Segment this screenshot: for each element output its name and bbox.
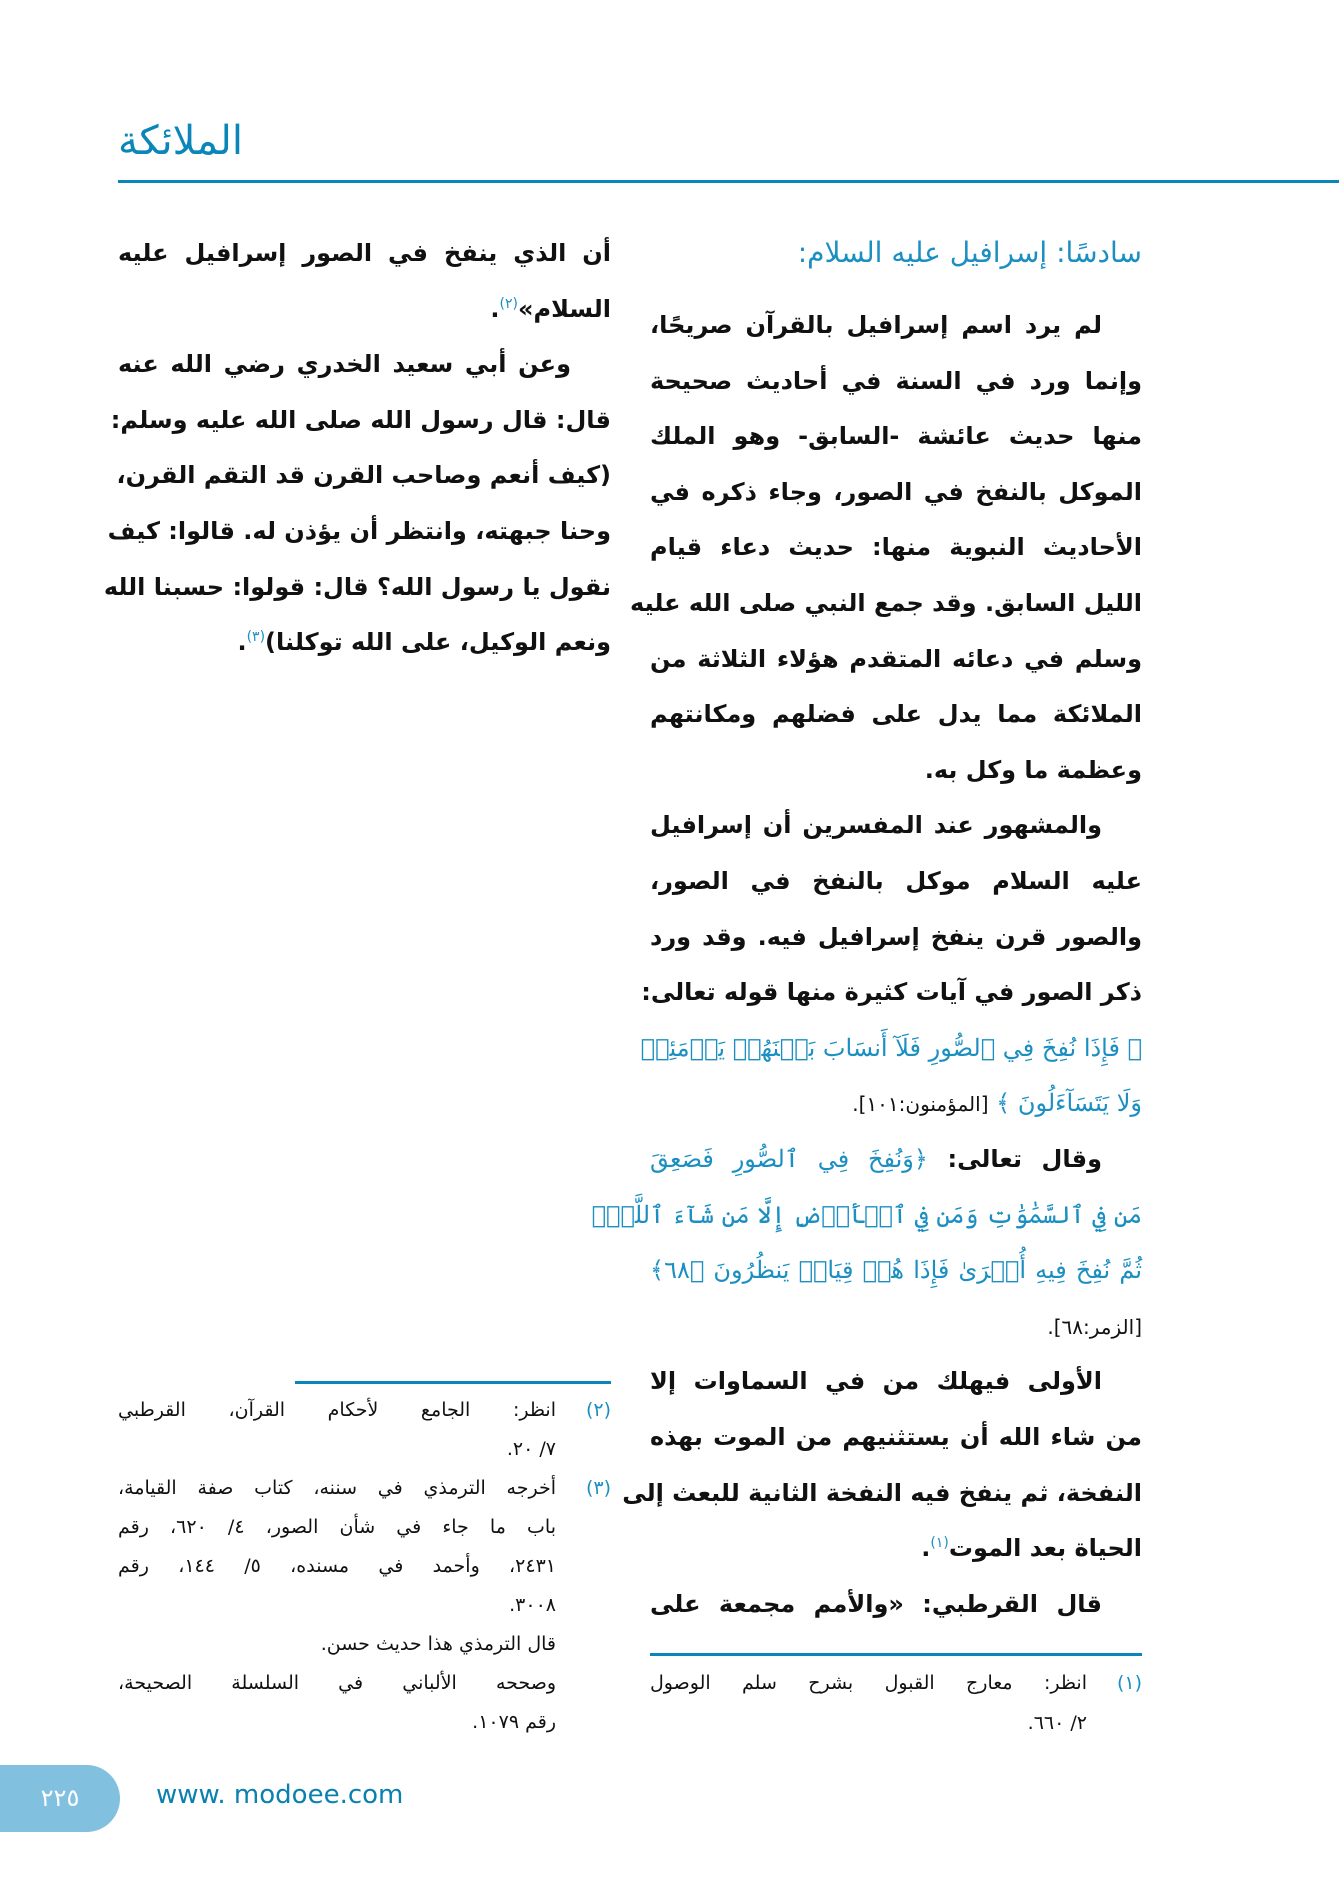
quran-verse: ثُمَّ نُفِخَ فِيهِ أُخۡرَىٰ فَإِذَا هُمۡ قِيَامٞ يَنظُرُونَ ﴿٦٨﴾: [650, 1256, 1142, 1285]
text-line: [118, 614, 611, 670]
page-number-badge: ٢٢٥: [0, 1765, 120, 1832]
footnote-line: انظر: الجامع لأحكام القرآن، القرطبي: [118, 1399, 556, 1421]
text-segment: أن الذي ينفخ في الصور إسرافيل عليه: [118, 239, 611, 267]
footnote-line: وصححه الألباني في السلسلة الصحيحة،: [118, 1672, 556, 1694]
text-line: [107, 503, 611, 559]
left-column: [103, 0, 611, 1733]
text-line: [118, 281, 611, 337]
text-line: [591, 1187, 1142, 1243]
text-line: [650, 464, 1142, 520]
text-segment: .: [921, 1534, 931, 1563]
text-line: [650, 519, 1142, 575]
text-line: [622, 1465, 1142, 1521]
text-segment: منها حديث عائشة -السابق- وهو الملك: [650, 422, 1142, 451]
text-line: [650, 408, 1142, 464]
text-segment: ذكر الصور في آيات كثيرة منها قوله تعالى:: [641, 978, 1142, 1007]
text-segment: الليل السابق. وقد جمع النبي صلى الله عليه: [630, 589, 1142, 617]
text-line: [650, 1520, 1142, 1576]
footnote-marker[interactable]: (٢): [499, 295, 519, 312]
text-segment: الأولى فيهلك من في السماوات إلا: [650, 1367, 1102, 1396]
section-heading: سادسًا: إسرافيل عليه السلام:: [797, 236, 1142, 269]
text-line: [118, 336, 611, 392]
text-line: [650, 742, 1142, 798]
footnote-number: (٢): [585, 1399, 611, 1421]
footnote-line: ٢/ ٦٦٠.: [1027, 1712, 1087, 1734]
text-line: [650, 909, 1142, 965]
text-segment: والصور قرن ينفخ إسرافيل فيه. وقد ورد: [650, 922, 1142, 951]
quran-verse: مَن فِي ٱلسَّمَٰوَٰتِ وَمَن فِي ٱلۡأَرۡضِ إِلَّا مَن شَآءَ ٱللَّهُۖ: [591, 1200, 1142, 1229]
text-line: [650, 297, 1142, 353]
footnote-number: (٣): [585, 1477, 611, 1499]
website-link[interactable]: www. modoee.com: [156, 1780, 404, 1810]
text-segment: قال القرطبي: «والأمم مجمعة على: [650, 1589, 1102, 1618]
text-line: [650, 631, 1142, 687]
text-segment: نقول يا رسول الله؟ قال: قولوا: حسبنا الله: [103, 572, 611, 601]
text-segment: (كيف أنعم وصاحب القرن قد التقم القرن،: [116, 461, 611, 490]
footnote-number: (١): [1116, 1672, 1142, 1694]
footnote-line: قال الترمذي هذا حديث حسن.: [320, 1633, 556, 1655]
text-segment: وحنا جبهته، وانتظر أن يؤذن له. قالوا: كيف: [107, 517, 611, 545]
text-line: [118, 225, 611, 281]
footnote-marker[interactable]: (٣): [246, 629, 266, 646]
text-segment: الموكل بالنفخ في الصور، وجاء ذكره في: [650, 477, 1142, 506]
text-line: [118, 447, 611, 503]
text-segment: ونعم الوكيل، على الله توكلنا): [265, 628, 611, 657]
text-line: [650, 353, 1142, 409]
footnote-line: انظر: معارج القبول بشرح سلم الوصول: [650, 1672, 1087, 1694]
text-segment: الملائكة مما يدل على فضلهم ومكانتهم: [650, 700, 1142, 729]
text-segment: قال: قال رسول الله صلى الله عليه وسلم:: [110, 405, 611, 434]
text-segment: الحياة بعد الموت: [948, 1534, 1142, 1563]
right-column: [591, 0, 1142, 1734]
text-line: [650, 1075, 1142, 1131]
text-segment: النفخة، ثم ينفخ فيه النفخة الثانية للبعث إلى: [622, 1478, 1142, 1507]
text-segment: .: [237, 628, 247, 657]
text-line: [630, 575, 1142, 631]
text-line: [650, 1131, 1142, 1187]
footnote-divider: [295, 1381, 611, 1384]
text-line: [650, 1409, 1142, 1465]
footnote-line: ٣٠٠٨.: [509, 1594, 556, 1616]
text-segment: عليه السلام موكل بالنفخ في الصور،: [650, 867, 1142, 895]
text-line: [650, 686, 1142, 742]
quran-verse: وَلَا يَتَسَآءَلُونَ ﴾: [988, 1089, 1142, 1118]
text-segment: .: [490, 294, 500, 323]
quran-verse: ﴿ فَإِذَا نُفِخَ فِي ٱلصُّورِ فَلَآ أَنسَابَ بَيۡنَهُمۡ يَوۡمَئِذٖ: [640, 1033, 1142, 1062]
text-segment: وسلم في دعائه المتقدم هؤلاء الثلاثة من: [650, 644, 1142, 673]
quran-verse: ﴿وَنُفِخَ فِي ٱلصُّورِ فَصَعِقَ: [650, 1145, 928, 1173]
text-line: [650, 1242, 1142, 1298]
text-segment: وإنما ورد في السنة في أحاديث صحيحة: [650, 366, 1142, 395]
text-segment: من شاء الله أن يستثنيهم من الموت بهذه: [650, 1423, 1142, 1451]
text-line: [641, 964, 1142, 1020]
text-line: [650, 853, 1142, 909]
running-header-title: الملائكة: [118, 118, 243, 164]
text-segment: السلام»: [518, 294, 611, 323]
footnote-line: رقم ١٠٧٩.: [472, 1711, 556, 1733]
verse-reference: [المؤمنون:١٠١].: [852, 1092, 989, 1117]
text-segment: والمشهور عند المفسرين أن إسرافيل: [650, 811, 1102, 840]
footnote-line: أخرجه الترمذي في سننه، كتاب صفة القيامة،: [118, 1477, 556, 1499]
footnote-line: ٧/ ٢٠.: [506, 1438, 556, 1460]
text-segment: وعظمة ما وكل به.: [924, 755, 1142, 784]
text-line: [103, 559, 611, 615]
text-segment: وعن أبي سعيد الخدري رضي الله عنه: [118, 350, 571, 379]
verse-reference: [الزمر:٦٨].: [1047, 1314, 1142, 1339]
text-segment: لم يرد اسم إسرافيل بالقرآن صريحًا،: [650, 311, 1102, 339]
text-segment: وقال تعالى:: [927, 1145, 1102, 1173]
footnote-line: ٢٤٣١، وأحمد في مسنده، ٥/ ١٤٤، رقم: [118, 1555, 556, 1577]
footnote-line: باب ما جاء في شأن الصور، ٤/ ٦٢٠، رقم: [118, 1516, 556, 1538]
footnote-marker[interactable]: (١): [930, 1535, 949, 1552]
text-line: [640, 1020, 1142, 1076]
text-line: [650, 1576, 1142, 1632]
text-line: [650, 797, 1142, 853]
text-line: [650, 1353, 1142, 1409]
footnote-divider: [650, 1653, 1142, 1656]
text-segment: الأحاديث النبوية منها: حديث دعاء قيام: [650, 533, 1142, 562]
text-line: [110, 392, 611, 448]
text-line: [650, 1298, 1142, 1354]
